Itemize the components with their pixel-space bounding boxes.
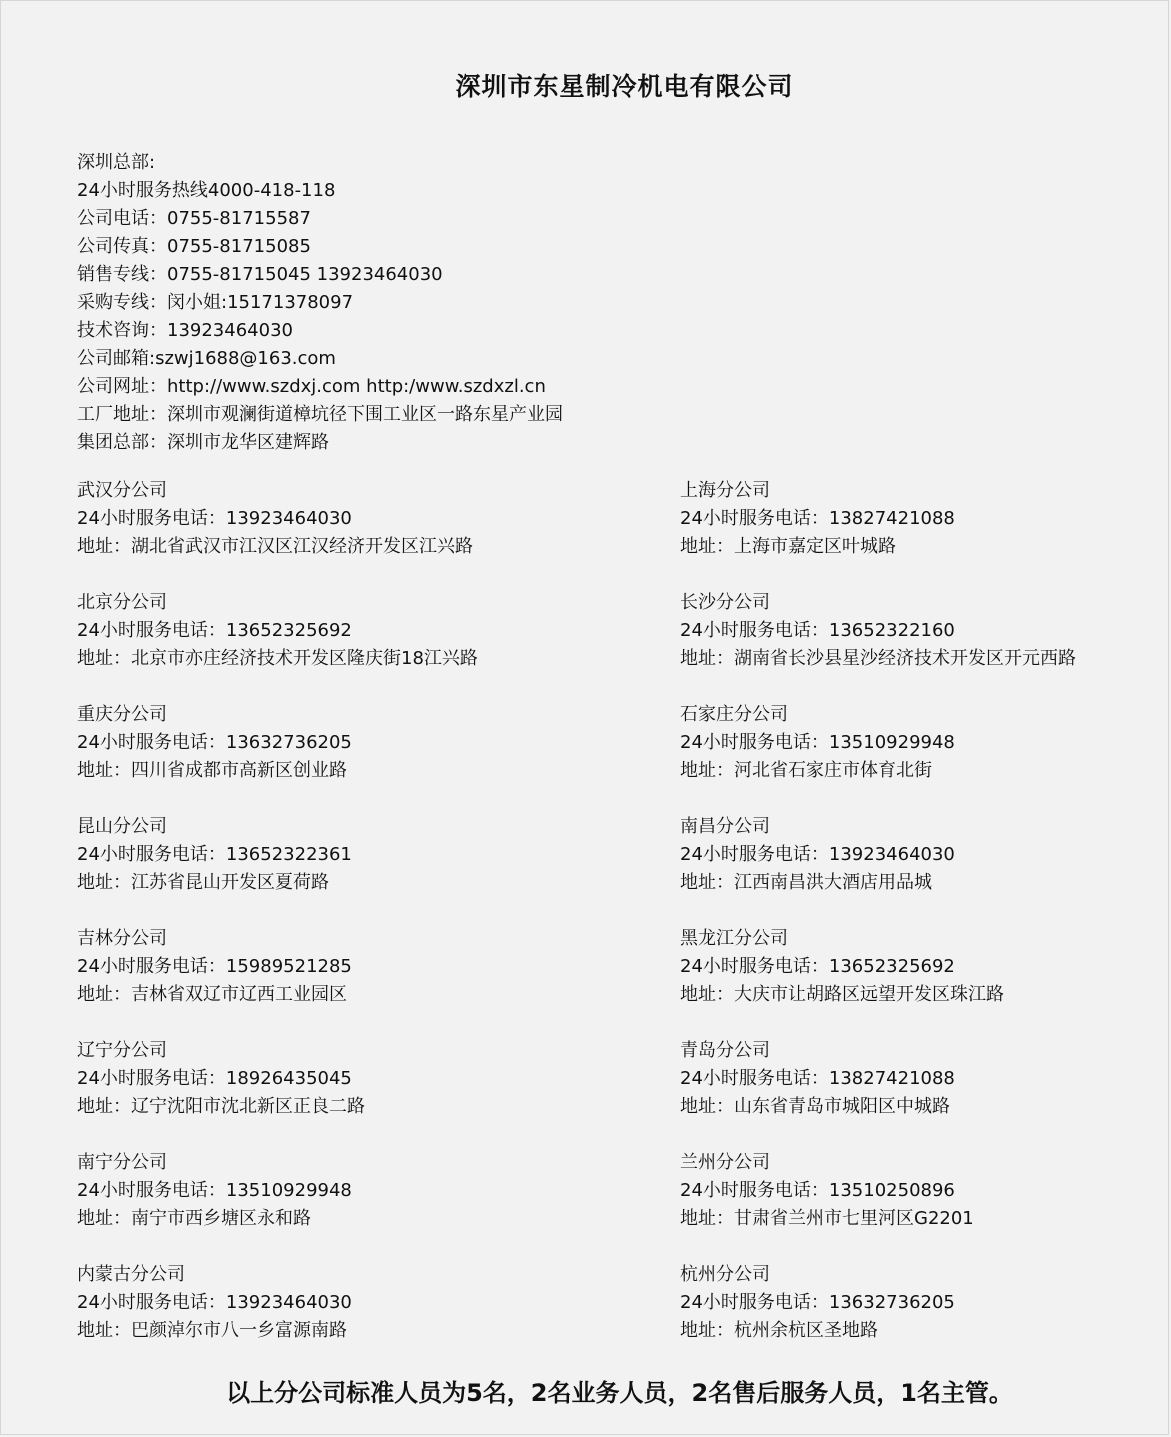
branch-item <box>77 1037 680 1121</box>
branch-item <box>680 925 1140 1009</box>
branch-phone: 24小时服务电话：13652325692 <box>77 620 352 641</box>
branch-address: 地址：杭州余杭区圣地路 <box>680 1320 878 1341</box>
branch-phone: 24小时服务电话：13923464030 <box>77 508 352 529</box>
branch-phone: 24小时服务电话：13510929948 <box>77 1180 352 1201</box>
branch-item <box>680 1261 1140 1345</box>
branch-name: 北京分公司 <box>77 592 167 613</box>
company-fax: 公司传真：0755-81715085 <box>77 236 311 257</box>
branch-phone: 24小时服务电话：13827421088 <box>680 1068 955 1089</box>
branch-list <box>77 477 1137 1345</box>
branch-name: 吉林分公司 <box>77 928 167 949</box>
branch-item <box>77 813 680 897</box>
purchase-line: 采购专线：闵小姐:15171378097 <box>77 292 354 313</box>
branch-item <box>77 1149 680 1233</box>
hq-label: 深圳总部: <box>77 152 156 173</box>
branch-address: 地址：四川省成都市高新区创业路 <box>77 760 347 781</box>
factory-address: 工厂地址：深圳市观澜街道樟坑径下围工业区一路东星产业园 <box>77 404 563 425</box>
company-phone: 公司电话：0755-81715587 <box>77 208 311 229</box>
branch-item <box>680 477 1140 561</box>
branch-address: 地址：北京市亦庄经济技术开发区隆庆街18江兴路 <box>77 648 478 669</box>
branch-name: 昆山分公司 <box>77 816 167 837</box>
branch-name: 辽宁分公司 <box>77 1040 167 1061</box>
branch-address: 地址：巴颜淖尔市八一乡富源南路 <box>77 1320 347 1341</box>
company-website: 公司网址：http://www.szdxj.com http:/www.szdxzl.cn <box>77 376 546 397</box>
branch-name: 上海分公司 <box>680 480 770 501</box>
branch-item <box>77 477 680 561</box>
company-email: 公司邮箱:szwj1688@163.com <box>77 348 336 369</box>
branch-phone: 24小时服务电话：13652322160 <box>680 620 955 641</box>
branch-item <box>77 925 680 1009</box>
branch-item <box>680 813 1140 897</box>
branch-phone: 24小时服务电话：18926435045 <box>77 1068 352 1089</box>
branch-address: 地址：湖南省长沙县星沙经济技术开发区开元西路 <box>680 648 1076 669</box>
branch-phone: 24小时服务电话：13652322361 <box>77 844 352 865</box>
branch-name: 重庆分公司 <box>77 704 167 725</box>
staffing-note: 以上分公司标准人员为5名，2名业务人员，2名售后服务人员，1名主管。 <box>226 1379 1013 1407</box>
branch-phone: 24小时服务电话：13652325692 <box>680 956 955 977</box>
branch-name: 武汉分公司 <box>77 480 167 501</box>
branch-phone: 24小时服务电话：13510250896 <box>680 1180 955 1201</box>
branch-phone: 24小时服务电话：13632736205 <box>680 1292 955 1313</box>
sales-line: 销售专线：0755-81715045 13923464030 <box>77 264 443 285</box>
branch-item <box>680 589 1140 673</box>
branch-name: 兰州分公司 <box>680 1152 770 1173</box>
branch-item <box>77 1261 680 1345</box>
headquarters-info <box>77 149 563 457</box>
branch-item <box>77 589 680 673</box>
branch-address: 地址：江苏省昆山开发区夏荷路 <box>77 872 329 893</box>
branch-name: 杭州分公司 <box>680 1264 770 1285</box>
branch-name: 长沙分公司 <box>680 592 770 613</box>
group-hq-address: 集团总部：深圳市龙华区建辉路 <box>77 432 329 453</box>
branch-phone: 24小时服务电话：13923464030 <box>680 844 955 865</box>
branch-item <box>680 701 1140 785</box>
branch-phone: 24小时服务电话：15989521285 <box>77 956 352 977</box>
hotline: 24小时服务热线4000-418-118 <box>77 180 336 201</box>
company-title: 深圳市东星制冷机电有限公司 <box>455 72 794 101</box>
branch-name: 黑龙江分公司 <box>680 928 788 949</box>
branch-phone: 24小时服务电话：13827421088 <box>680 508 955 529</box>
branch-address: 地址：山东省青岛市城阳区中城路 <box>680 1096 950 1117</box>
branch-address: 地址：辽宁沈阳市沈北新区正良二路 <box>77 1096 365 1117</box>
branch-address: 地址：吉林省双辽市辽西工业园区 <box>77 984 347 1005</box>
branch-item <box>680 1149 1140 1233</box>
branch-address: 地址：上海市嘉定区叶城路 <box>680 536 896 557</box>
branch-address: 地址：江西南昌洪大酒店用品城 <box>680 872 932 893</box>
branch-name: 南宁分公司 <box>77 1152 167 1173</box>
branch-address: 地址：甘肃省兰州市七里河区G2201 <box>680 1208 974 1229</box>
branch-phone: 24小时服务电话：13923464030 <box>77 1292 352 1313</box>
branch-address: 地址：河北省石家庄市体育北街 <box>680 760 932 781</box>
branch-address: 地址：湖北省武汉市江汉区江汉经济开发区江兴路 <box>77 536 473 557</box>
branch-name: 南昌分公司 <box>680 816 770 837</box>
branch-phone: 24小时服务电话：13510929948 <box>680 732 955 753</box>
branch-phone: 24小时服务电话：13632736205 <box>77 732 352 753</box>
branch-name: 石家庄分公司 <box>680 704 788 725</box>
branch-item <box>77 701 680 785</box>
branch-address: 地址：大庆市让胡路区远望开发区珠江路 <box>680 984 1004 1005</box>
branch-name: 青岛分公司 <box>680 1040 770 1061</box>
tech-consult: 技术咨询：13923464030 <box>77 320 293 341</box>
branch-address: 地址：南宁市西乡塘区永和路 <box>77 1208 311 1229</box>
branch-name: 内蒙古分公司 <box>77 1264 185 1285</box>
branch-item <box>680 1037 1140 1121</box>
